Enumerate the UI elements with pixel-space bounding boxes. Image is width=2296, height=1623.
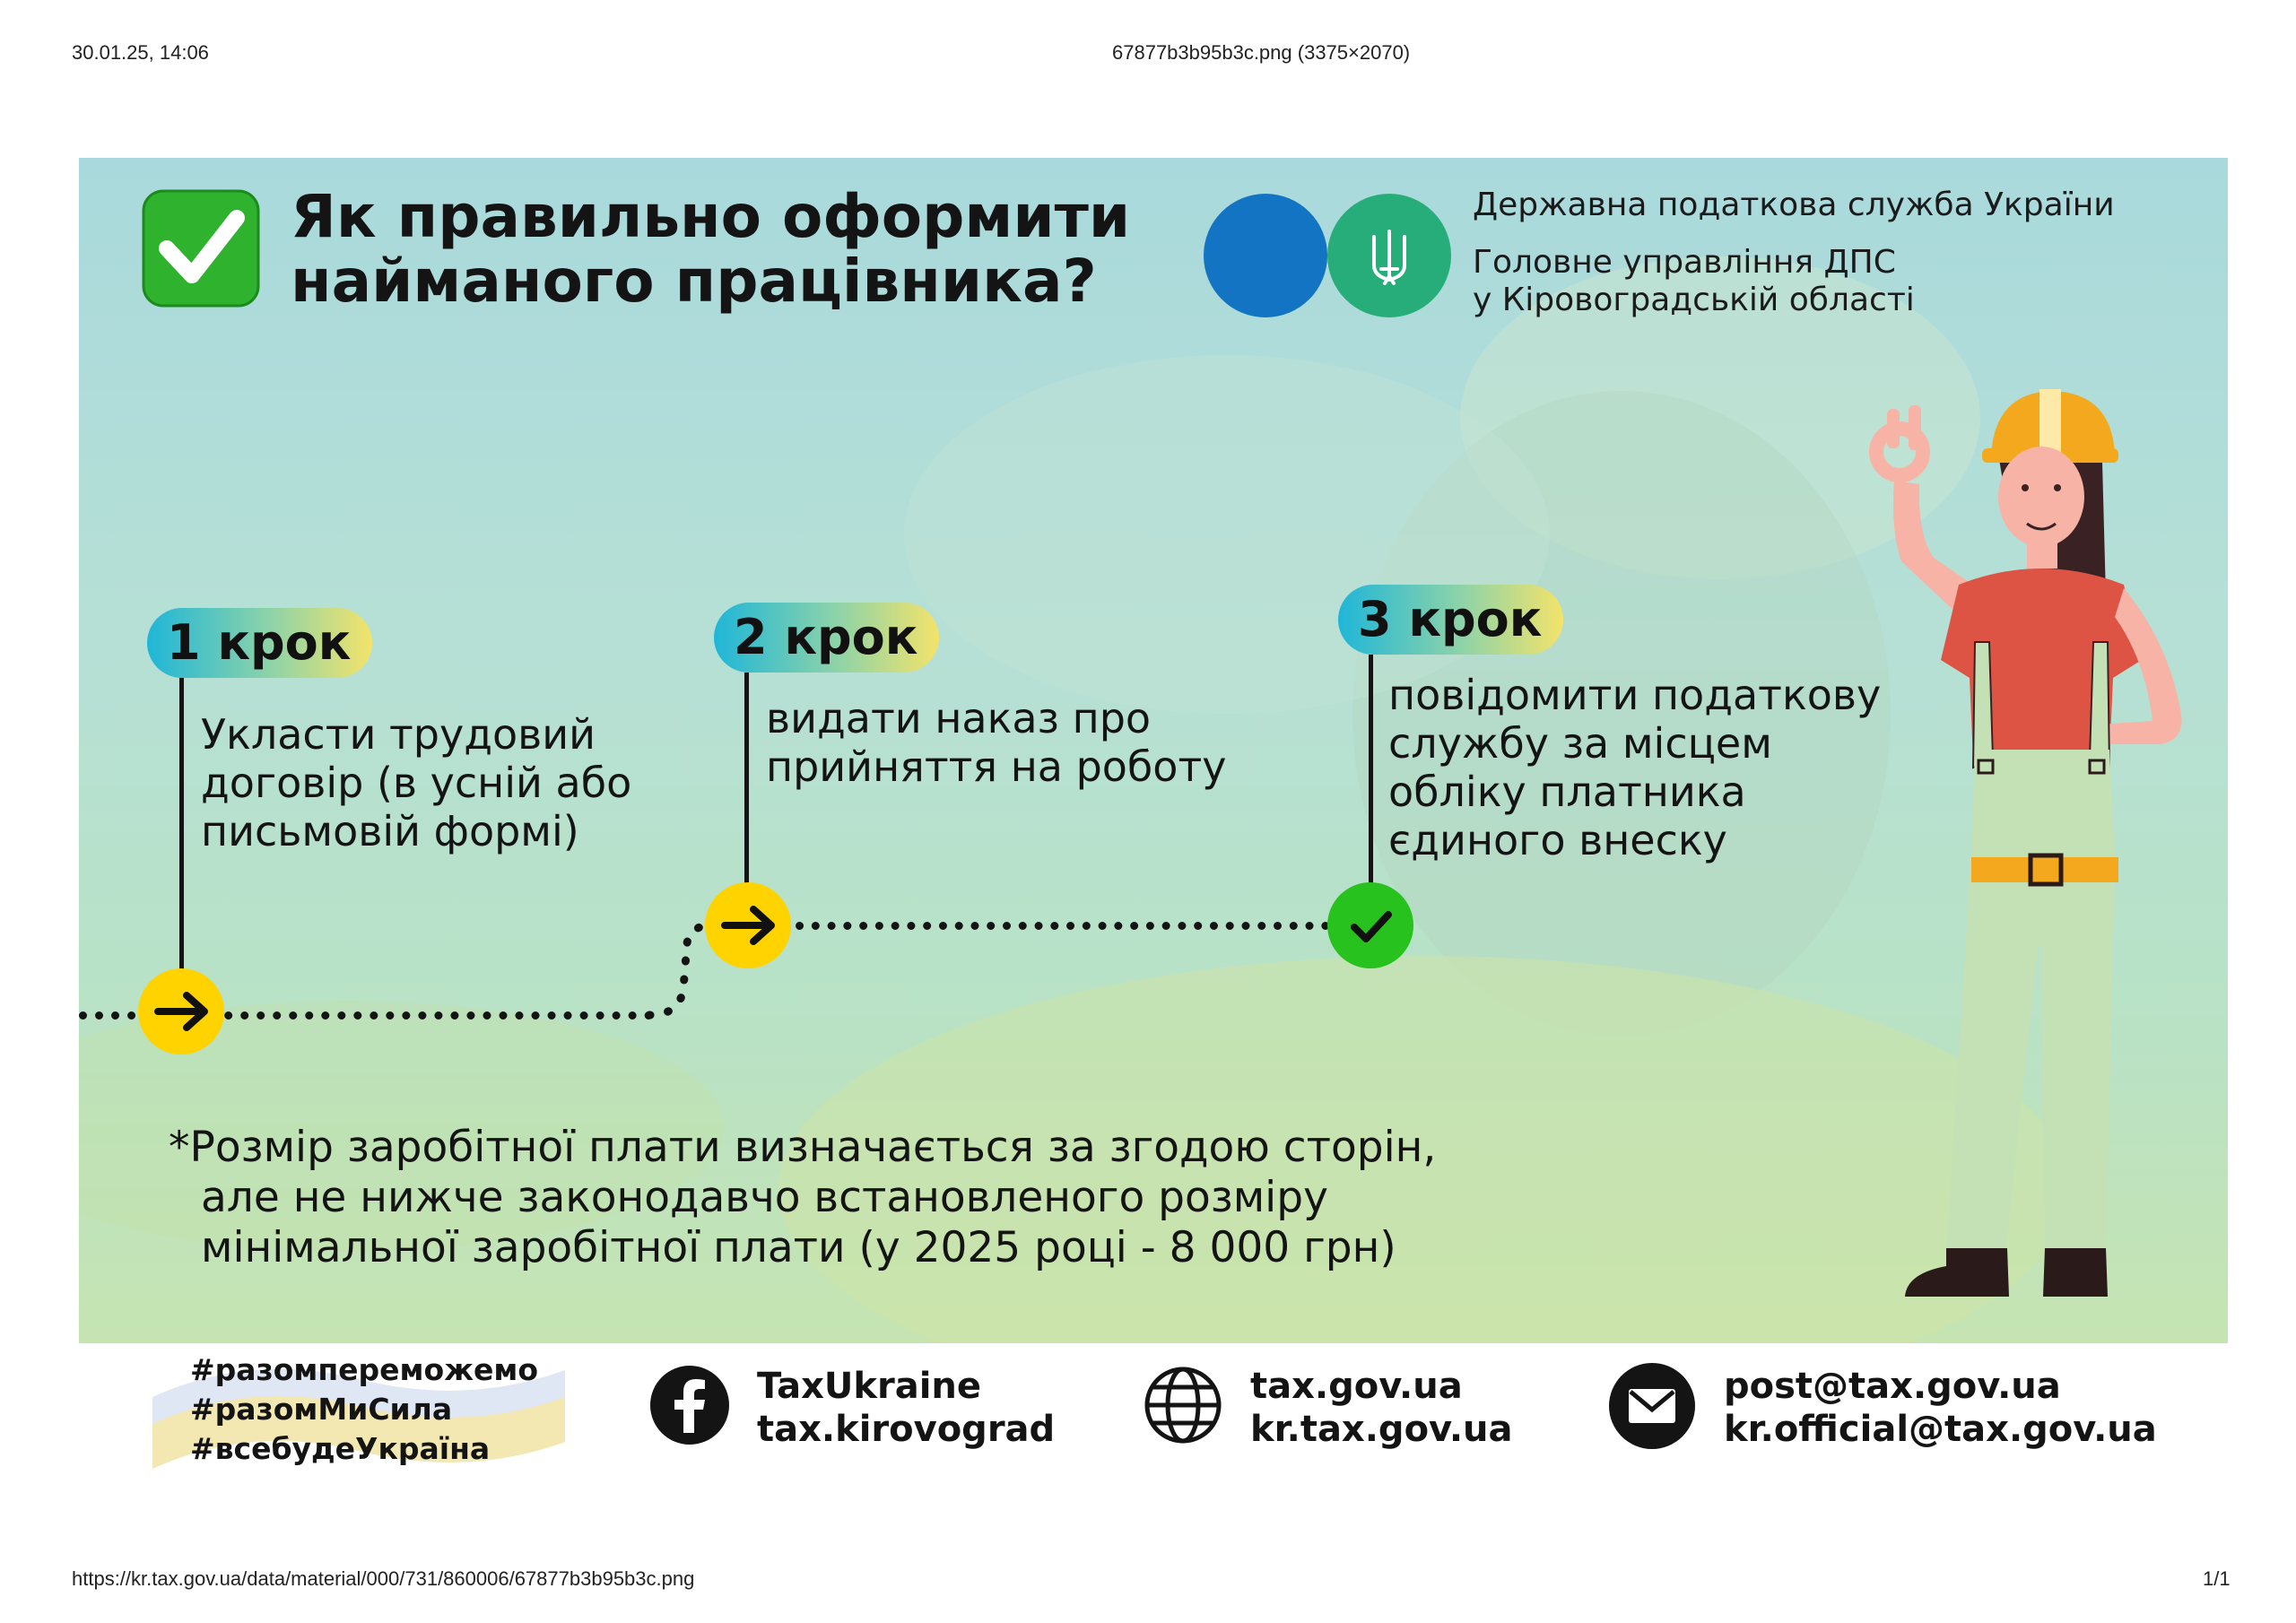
print-url: https://kr.tax.gov.ua/data/material/000/731/860006/67877b3b95b3c.png xyxy=(72,1567,695,1590)
title-line-1: Як правильно оформити xyxy=(291,182,1131,251)
org-department: Головне управління ДПС xyxy=(1473,244,1896,281)
step-2-arrow-node xyxy=(705,882,791,968)
step-1-arrow-node xyxy=(138,968,224,1055)
hashtags xyxy=(190,1350,538,1469)
website-link[interactable]: tax.gov.ua xyxy=(1250,1366,1463,1407)
salary-note-line: але не нижче законодавчо встановленого розміру xyxy=(201,1173,1328,1222)
checkmark-icon xyxy=(1327,882,1413,968)
title-line-2: найманого працівника? xyxy=(291,247,1097,316)
trident-icon xyxy=(1327,194,1451,317)
mail-icon xyxy=(1607,1361,1697,1451)
arrow-right-icon xyxy=(705,882,791,968)
print-filename: 67877b3b95b3c.png (3375×2070) xyxy=(1112,41,1411,64)
step-1-text-line: письмовій формі) xyxy=(201,807,579,855)
poster xyxy=(79,158,2228,1343)
org-name: Державна податкова служба України xyxy=(1473,187,2115,223)
step-3-check-node xyxy=(1327,882,1413,968)
step-2-text-line: прийняття на роботу xyxy=(766,742,1227,791)
facebook-page[interactable]: TaxUkraine xyxy=(757,1366,982,1407)
hashtag: #разомМиСила xyxy=(190,1392,453,1427)
salary-note-line: *Розмір заробітної плати визначається за згодою сторін, xyxy=(169,1123,1437,1172)
check-mark-icon xyxy=(142,189,260,308)
step-3-label: 3 крок xyxy=(1338,585,1563,655)
step-3-text-line: єдиного внеску xyxy=(1388,816,1727,864)
step-1-label: 1 крок xyxy=(147,608,372,678)
step-3-text-line: обліку платника xyxy=(1388,768,1746,816)
step-1-text-line: Укласти трудовий xyxy=(201,710,596,759)
website-contact xyxy=(1250,1365,1513,1451)
website-link[interactable]: kr.tax.gov.ua xyxy=(1250,1409,1513,1450)
step-1-text xyxy=(201,710,631,855)
step-2-label: 2 крок xyxy=(714,603,939,673)
globe-icon xyxy=(1143,1365,1223,1445)
hashtag: #разомпереможемо xyxy=(190,1352,539,1387)
logo-green-circle xyxy=(1327,194,1451,317)
hashtag: #всебудеУкраїна xyxy=(190,1431,491,1466)
print-page-number: 1/1 xyxy=(2203,1567,2231,1590)
step-2-line xyxy=(744,673,749,913)
arrow-right-icon xyxy=(138,968,224,1055)
print-datetime: 30.01.25, 14:06 xyxy=(72,41,209,64)
logo-blue-circle xyxy=(1204,194,1327,317)
facebook-icon xyxy=(649,1365,730,1445)
step-3-text-line: службу за місцем xyxy=(1388,719,1772,768)
facebook-page[interactable]: tax.kirovograd xyxy=(757,1409,1056,1450)
step-3-text-line: повідомити податкову xyxy=(1388,671,1882,719)
org-region: у Кіровоградській області xyxy=(1473,282,1915,318)
facebook-contact xyxy=(757,1365,1055,1451)
email-link[interactable]: post@tax.gov.ua xyxy=(1724,1366,2061,1407)
path-segment-2 xyxy=(732,922,1378,930)
step-1-text-line: договір (в усній або xyxy=(201,759,632,807)
salary-note-line: мінімальної заробітної плати (у 2025 році - 8 000 грн) xyxy=(201,1223,1396,1272)
salary-note xyxy=(169,1123,1436,1273)
email-link[interactable]: kr.official@tax.gov.ua xyxy=(1724,1409,2157,1450)
step-2-text xyxy=(766,694,1226,791)
step-3-line xyxy=(1369,655,1373,915)
worker-illustration xyxy=(1783,373,2196,1306)
email-contact xyxy=(1724,1365,2157,1451)
step-2-text-line: видати наказ про xyxy=(766,694,1152,742)
step-1-line xyxy=(179,678,184,1001)
